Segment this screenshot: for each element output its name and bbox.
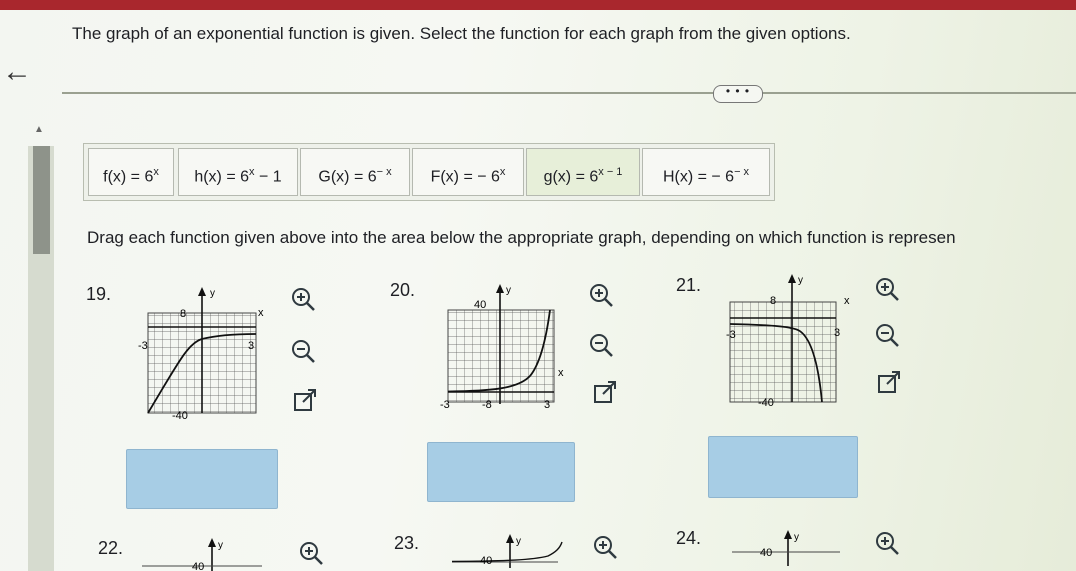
axis-label-y: y — [210, 288, 215, 299]
drag-instruction: Drag each function given above into the area below the appropriate graph, depending on which function is represen — [87, 228, 956, 247]
open-popup-icon[interactable] — [292, 388, 318, 414]
graph-21 — [718, 270, 868, 410]
question-number: 21. — [676, 275, 702, 295]
zoom-in-icon[interactable] — [298, 540, 324, 566]
top-accent-bar — [0, 0, 1076, 10]
option-label: h(x) = 6 — [194, 168, 250, 186]
option-H[interactable] — [642, 148, 770, 196]
axis-label-x: x — [558, 367, 564, 379]
tick-label: 3 — [834, 327, 841, 339]
tick-label: 8 — [180, 308, 187, 320]
option-exponent: − x — [734, 166, 750, 178]
tick-label: 40 — [480, 555, 493, 567]
graph-23 — [448, 530, 578, 568]
back-arrow-icon[interactable]: ← — [2, 55, 32, 88]
open-popup-icon[interactable] — [876, 370, 902, 396]
question-number: 24. — [676, 528, 702, 548]
graph-22 — [140, 534, 270, 571]
option-label: f(x) = 6 — [103, 168, 154, 186]
option-exponent: x − 1 — [598, 166, 623, 178]
zoom-out-icon[interactable] — [874, 322, 900, 348]
zoom-in-icon[interactable] — [874, 530, 900, 556]
option-label: H(x) = − 6 — [662, 168, 735, 186]
tick-label: -40 — [172, 410, 188, 422]
zoom-in-icon[interactable] — [290, 286, 316, 312]
scroll-up-icon[interactable]: ▲ — [34, 124, 44, 135]
question-number: 20. — [390, 280, 416, 300]
tick-label: -8 — [482, 399, 492, 411]
axis-label-y: y — [218, 540, 223, 551]
axis-label-y: y — [506, 285, 511, 296]
more-button[interactable]: • • • — [713, 85, 763, 103]
axis-label-y: y — [798, 275, 803, 286]
tick-label: 40 — [760, 547, 773, 559]
tick-label: -3 — [726, 329, 736, 341]
graph-20 — [440, 280, 580, 420]
option-label: G(x) = 6 — [318, 168, 377, 186]
instruction-text: The graph of an exponential function is given. Select the function for each graph from the given options. — [72, 24, 851, 43]
drop-area-21[interactable] — [708, 436, 858, 498]
option-G[interactable] — [300, 148, 410, 196]
open-popup-icon[interactable] — [592, 380, 618, 406]
drop-area-20[interactable] — [427, 442, 575, 502]
option-F[interactable] — [412, 148, 524, 196]
graph-24 — [728, 526, 858, 566]
tick-label: 40 — [192, 561, 205, 571]
axis-label-x: x — [258, 307, 264, 319]
graph-19 — [138, 283, 278, 423]
question-number: 19. — [86, 284, 112, 304]
zoom-in-icon[interactable] — [592, 534, 618, 560]
axis-label-y: y — [516, 536, 521, 547]
drop-area-19[interactable] — [126, 449, 278, 509]
option-exponent: − x — [376, 166, 392, 178]
zoom-out-icon[interactable] — [588, 332, 614, 358]
zoom-in-icon[interactable] — [588, 282, 614, 308]
tick-label: -40 — [758, 397, 774, 409]
option-h[interactable] — [178, 148, 298, 196]
option-tail: − 1 — [254, 168, 282, 186]
zoom-out-icon[interactable] — [290, 338, 316, 364]
option-f[interactable] — [88, 148, 174, 196]
axis-label-y: y — [794, 532, 799, 543]
tick-label: -3 — [138, 340, 148, 352]
option-label: F(x) = − 6 — [430, 168, 500, 186]
tick-label: -3 — [440, 399, 450, 411]
divider — [62, 92, 1076, 94]
option-label: g(x) = 6 — [543, 168, 599, 186]
tick-label: 8 — [770, 295, 777, 307]
scrollbar-thumb[interactable] — [33, 146, 50, 254]
tick-label: 3 — [544, 399, 551, 411]
option-exponent: x — [499, 166, 506, 178]
question-number: 23. — [394, 533, 420, 553]
tick-label: 3 — [248, 340, 255, 352]
question-number: 22. — [98, 538, 124, 558]
zoom-in-icon[interactable] — [874, 276, 900, 302]
option-exponent: x — [153, 166, 159, 178]
tick-label: 40 — [474, 299, 487, 311]
axis-label-x: x — [844, 295, 850, 307]
option-exponent: x — [249, 166, 255, 178]
option-g[interactable] — [526, 148, 640, 196]
